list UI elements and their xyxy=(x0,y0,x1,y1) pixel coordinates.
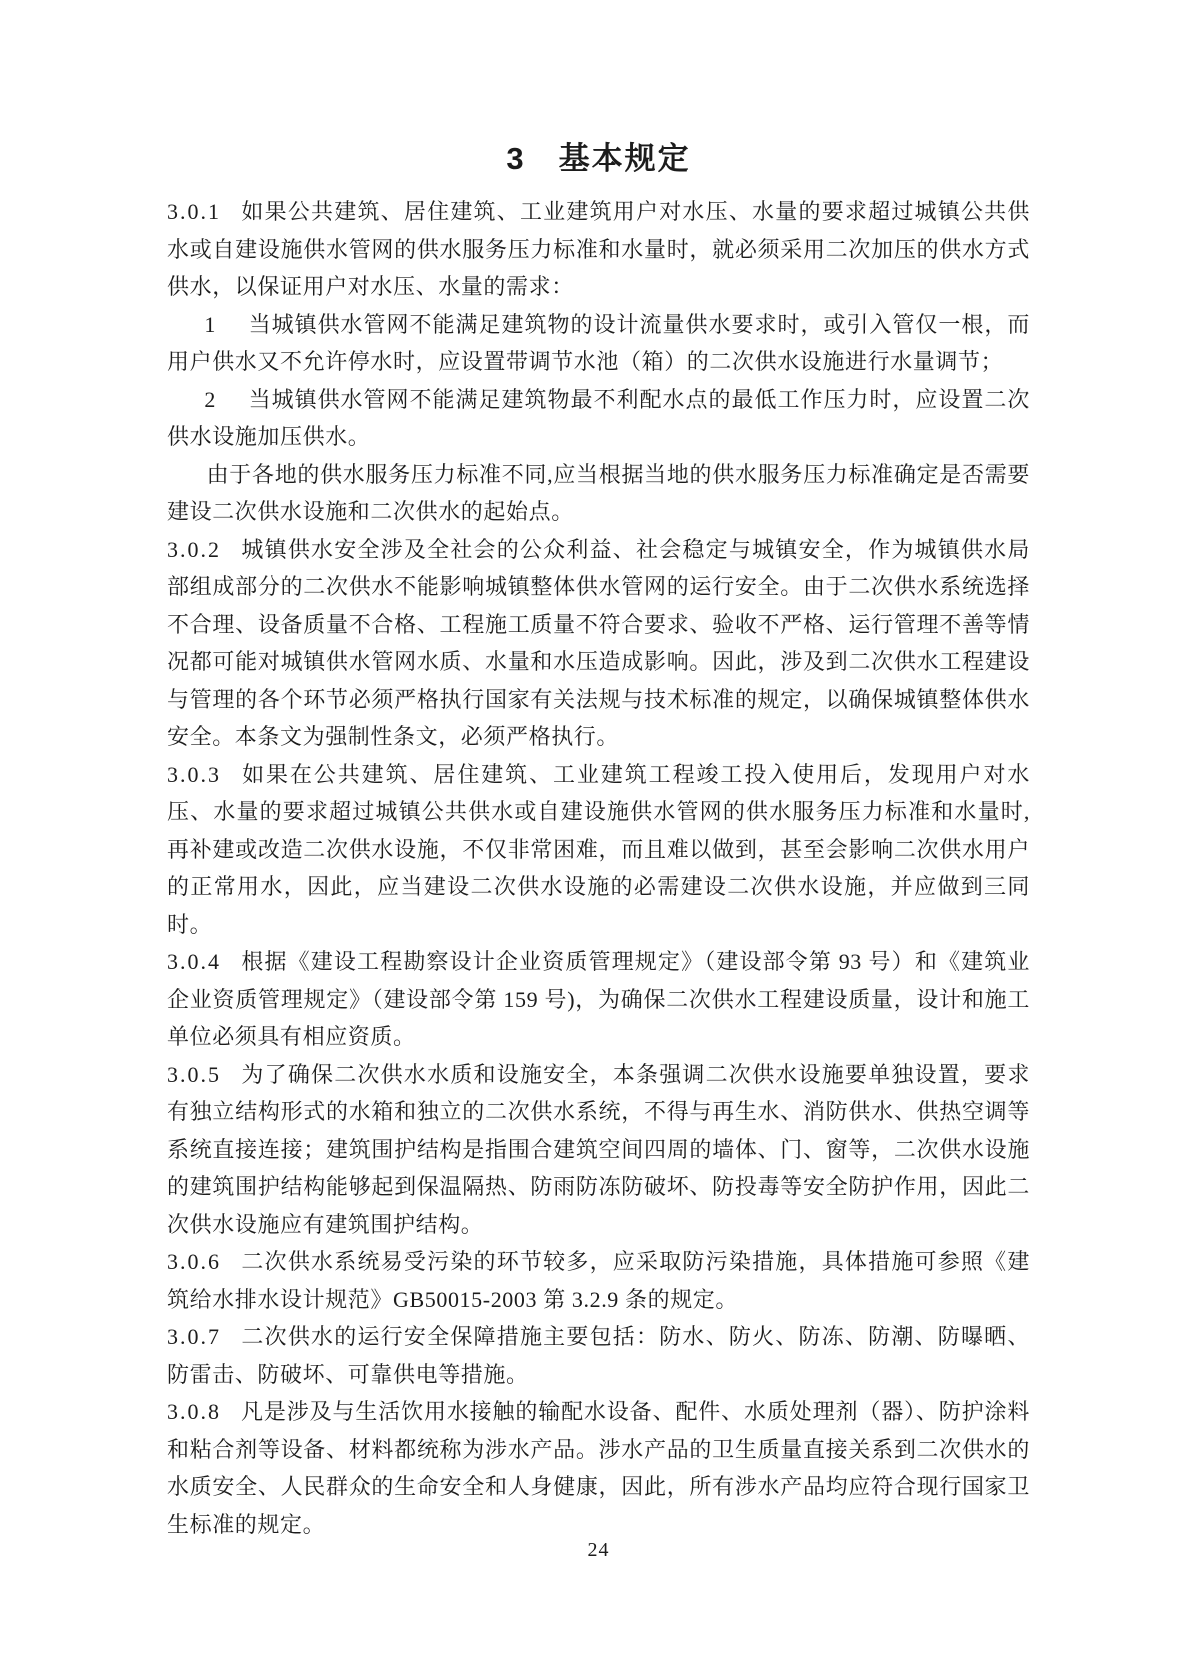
clause-number: 3.0.7 xyxy=(167,1324,221,1350)
clause-text: 根据《建设工程勘察设计企业资质管理规定》（建设部令第 93 号）和《建筑业企业资质管理规定》（建设部令第 159 号)，为确保二次供水工程建设质量，设计和施工单位必须具有相应资质。 xyxy=(167,949,1030,1050)
clause-text: 城镇供水安全涉及全社会的公众利益、社会稳定与城镇安全，作为城镇供水局部组成部分的二次供水不能影响城镇整体供水管网的运行安全。由于二次供水系统选择不合理、设备质量不合格、工程施工质量不符合要求、验收不严格、运行管理不善等情况都可能对城镇供水管网水质、水量和水压造成影响。因此，涉及到二次供水工程建设与管理的各个环节必须严格执行国家有关法规与技术标准的规定，以确保城镇整体供水安全。本条文为强制性条文，必须严格执行。 xyxy=(167,536,1030,750)
clause-text: 凡是涉及与生活饮用水接触的输配水设备、配件、水质处理剂（器）、防护涂料和粘合剂等设备、材料都统称为涉水产品。涉水产品的卫生质量直接关系到二次供水的水质安全、人民群众的生命安全和人身健康，因此，所有涉水产品均应符合现行国家卫生标准的规定。 xyxy=(167,1399,1030,1537)
clause-3-0-8 xyxy=(167,1393,1030,1543)
clause-number: 3.0.2 xyxy=(167,536,221,562)
clause-number: 3.0.4 xyxy=(167,949,221,975)
note-paragraph xyxy=(167,456,1030,531)
clause-number: 3.0.3 xyxy=(167,761,221,787)
sub-item-number: 1 xyxy=(204,311,218,337)
clause-3-0-6 xyxy=(167,1243,1030,1318)
clause-text: 为了确保二次供水水质和设施安全，本条强调二次供水设施要单独设置，要求有独立结构形式的水箱和独立的二次供水系统，不得与再生水、消防供水、供热空调等系统直接连接；建筑围护结构是指围合建筑空间四周的墙体、门、窗等，二次供水设施的建筑围护结构能够起到保温隔热、防雨防冻防破坏、防投毒等安全防护作用，因此二次供水设施应有建筑围护结构。 xyxy=(167,1061,1030,1237)
clause-3-0-1 xyxy=(167,193,1030,306)
clause-number: 3.0.1 xyxy=(167,199,221,225)
clause-number: 3.0.5 xyxy=(167,1061,221,1087)
document-body xyxy=(167,193,1030,1543)
clause-3-0-4 xyxy=(167,943,1030,1056)
clause-3-0-7 xyxy=(167,1318,1030,1393)
sub-item-text: 当城镇供水管网不能满足建筑物的设计流量供水要求时，或引入管仅一根，而用户供水又不允许停水时，应设置带调节水池（箱）的二次供水设施进行水量调节； xyxy=(167,311,1030,375)
chapter-title: 3 基本规定 xyxy=(506,141,691,176)
sub-item-text: 当城镇供水管网不能满足建筑物最不利配水点的最低工作压力时，应设置二次供水设施加压供水。 xyxy=(167,386,1030,450)
clause-3-0-3 xyxy=(167,756,1030,944)
clause-text: 二次供水系统易受污染的环节较多，应采取防污染措施，具体措施可参照《建筑给水排水设计规范》GB50015-2003 第 3.2.9 条的规定。 xyxy=(167,1249,1030,1312)
sub-item-number: 2 xyxy=(204,386,218,412)
clause-3-0-5 xyxy=(167,1056,1030,1244)
clause-text: 如果在公共建筑、居住建筑、工业建筑工程竣工投入使用后，发现用户对水压、水量的要求超过城镇公共供水或自建设施供水管网的供水服务压力标准和水量时,再补建或改造二次供水设施，不仅非常困难，而且难以做到，甚至会影响二次供水用户的正常用水，因此，应当建设二次供水设施的必需建设二次供水设施，并应做到三同时。 xyxy=(167,761,1030,937)
clause-number: 3.0.8 xyxy=(167,1399,221,1425)
clause-3-0-2 xyxy=(167,531,1030,756)
clause-text: 二次供水的运行安全保障措施主要包括：防水、防火、防冻、防潮、防曝晒、防雷击、防破坏、可靠供电等措施。 xyxy=(167,1324,1030,1387)
page-number: 24 xyxy=(587,1539,610,1561)
sub-item-1 xyxy=(167,306,1030,381)
clause-text: 如果公共建筑、居住建筑、工业建筑用户对水压、水量的要求超过城镇公共供水或自建设施供水管网的供水服务压力标准和水量时，就必须采用二次加压的供水方式供水，以保证用户对水压、水量的需求： xyxy=(167,199,1030,300)
clause-number: 3.0.6 xyxy=(167,1249,221,1275)
sub-item-2 xyxy=(167,381,1030,456)
note-text: 由于各地的供水服务压力标准不同,应当根据当地的供水服务压力标准确定是否需要建设二次供水设施和二次供水的起始点。 xyxy=(167,461,1030,525)
